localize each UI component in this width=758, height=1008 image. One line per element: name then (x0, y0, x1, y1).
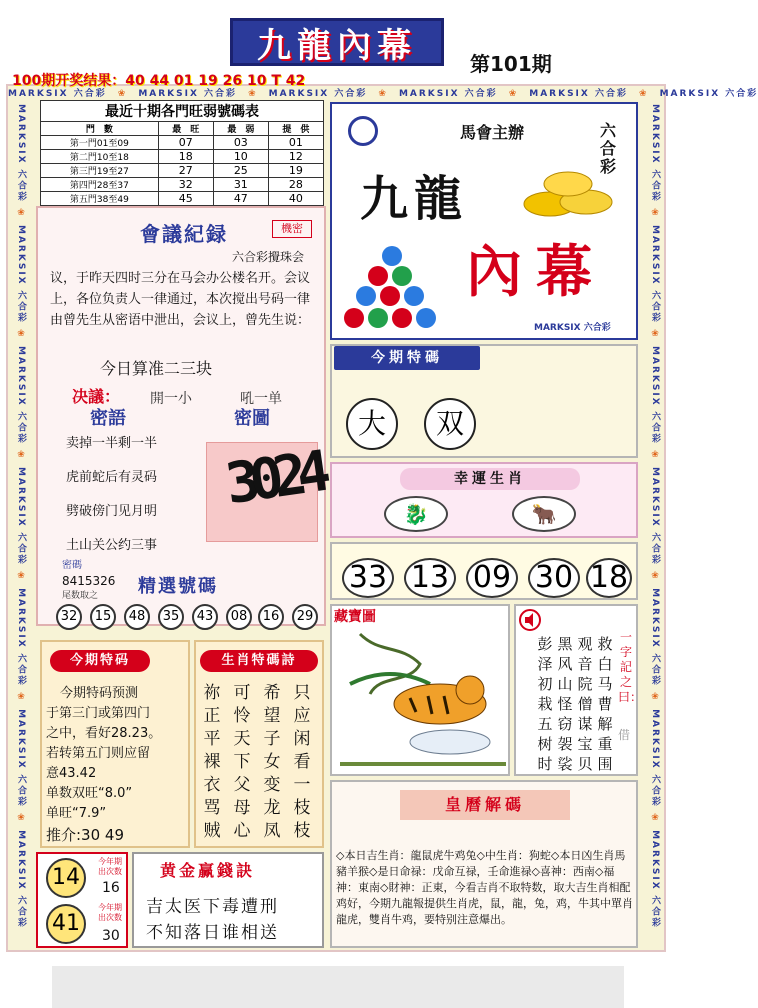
table-caption: 最近十期各門旺弱號碼表 (41, 101, 324, 122)
dragon-icon: 🐉 (384, 496, 448, 532)
table-cell: 第四門28至37 (41, 178, 159, 192)
count-year-label-top: 今年期 (98, 857, 122, 866)
special-code-head: 今期特碼 (334, 346, 480, 370)
ox-icon: 🐂 (512, 496, 576, 532)
poster-title-inside: 內幕 (466, 239, 606, 305)
phrase-2: 虎前蛇后有灵码 (66, 470, 158, 485)
table-cell: 第五門38至49 (41, 192, 159, 206)
gold-ingots-icon (520, 164, 616, 224)
secret-language-label: 密語 (90, 408, 126, 429)
meeting-title: 會議紀録 (140, 222, 228, 246)
poem-column: 只应闲看一枝枝 (293, 683, 311, 841)
almanac-head: 皇曆解碼 (400, 790, 570, 820)
code-value: 8415326 (62, 574, 116, 588)
meeting-body: 议，于昨天四时三分在马会办公楼名开。会议上，各位负责人一律通过，本次搅出号码一律由曾先生从密语中泄出，会议上，曾先生说： (50, 271, 311, 328)
special-pick: 大 (346, 398, 398, 450)
count-number-bottom: 41 (46, 904, 86, 944)
table-cell: 27 (158, 164, 213, 178)
phrase-1: 卖掉一半剩一半 (66, 436, 158, 451)
table-cell: 18 (158, 150, 213, 164)
forecast-recommend: 推介:30 49 (46, 826, 124, 844)
pick-number: 32 (56, 604, 82, 630)
count-label-bottom: 出次数 (98, 913, 122, 922)
pick-number: 15 (90, 604, 116, 630)
table-header: 門 數 (41, 122, 159, 136)
treasure-map-head: 藏寶圖 (334, 609, 376, 625)
footer-bar (52, 966, 624, 1008)
speaker-icon (518, 608, 542, 632)
jockey-club-logo-icon (348, 116, 378, 146)
special-forecast-head: 今期特码 (50, 650, 150, 672)
table-cell: 40 (268, 192, 323, 206)
issue-number: 第101期 (470, 52, 552, 76)
roar-single-text: 吼一单 (240, 391, 282, 407)
table-cell: 10 (213, 150, 268, 164)
count-number-top: 14 (46, 858, 86, 898)
pick-number: 35 (158, 604, 184, 630)
secret-picture-label: 密圖 (234, 408, 270, 429)
hot-weak-table (40, 100, 324, 206)
lottery-balls-icon (340, 240, 444, 332)
marksix-strip-top: MARKSIX 六合彩 ❀ MARKSIX 六合彩 ❀ MARKSIX 六合彩 ❀ MARKSIX 六合彩 ❀ MARKSIX 六合彩 ❀ MARKSIX 六合彩 (8, 89, 758, 99)
code-note: 尾数取之 (62, 591, 99, 601)
big-number: 18 (586, 558, 632, 598)
table-cell: 01 (268, 136, 323, 150)
table-cell: 第二門10至18 (41, 150, 159, 164)
one-word-hint: 借 (618, 728, 631, 742)
word-column: 黑风山怪窃袈裟 (557, 635, 573, 773)
poem-column: 祢正平裸衣骂贼 (203, 683, 221, 841)
poster-marksix: MARKSIX 六合彩 (534, 323, 611, 333)
table-cell: 第三門19至27 (41, 164, 159, 178)
count-value-top: 16 (102, 880, 120, 896)
marksix-strip-right: MARKSIX 六合彩 ❀ MARKSIX 六合彩 ❀ MARKSIX 六合彩 ❀ MARKSIX 六合彩 ❀ MARKSIX 六合彩 ❀ MARKSIX 六合彩 ❀ MARKSIX 六合彩 (650, 104, 660, 929)
open-small-text: 開一小 (150, 391, 192, 407)
table-cell: 12 (268, 150, 323, 164)
big-number: 13 (404, 558, 456, 598)
forecast-line: 单旺“7.9” (46, 806, 107, 821)
table-row (41, 136, 324, 150)
table-header: 最 旺 (158, 122, 213, 136)
big-number: 33 (342, 558, 394, 598)
word-column: 彭泽初栽五树时 (537, 635, 553, 773)
golden-formula-line: 吉太医下毒遭刑 (146, 897, 279, 917)
table-cell: 32 (158, 178, 213, 192)
poster-title-nine-dragons: 九龍 (360, 171, 469, 227)
forecast-line: 于第三门或第四门 (46, 706, 151, 721)
special-pick: 双 (424, 398, 476, 450)
golden-formula-title: 黄金赢錢訣 (160, 861, 256, 880)
last-result: 100期开奖结果：40 44 01 19 26 10 T 42 (12, 73, 306, 89)
table-cell: 03 (213, 136, 268, 150)
code-label: 密碼 (62, 560, 82, 571)
table-cell: 28 (268, 178, 323, 192)
word-column: 救白马曹解重围 (597, 635, 613, 773)
pick-number: 29 (292, 604, 318, 630)
handwritten-scrawl: 3024 (221, 439, 325, 518)
table-row (41, 192, 324, 206)
pick-number: 43 (192, 604, 218, 630)
zodiac-poem-head: 生肖特碼詩 (200, 650, 318, 672)
phrase-3: 劈破傍门见月明 (66, 504, 158, 519)
association-name: 六合彩攪珠会 (232, 250, 305, 264)
secret-tag: 機密 (272, 220, 312, 238)
lucky-zodiac-head: 幸運生肖 (400, 468, 580, 490)
count-value-bottom: 30 (102, 928, 120, 944)
today-calc: 今日算准二三块 (100, 359, 213, 378)
poem-column: 希望子女变龙凤 (263, 683, 281, 841)
poem-column: 可怜天下父母心 (233, 683, 251, 841)
table-cell: 45 (158, 192, 213, 206)
marksix-strip-left: MARKSIX 六合彩 ❀ MARKSIX 六合彩 ❀ MARKSIX 六合彩 ❀ MARKSIX 六合彩 ❀ MARKSIX 六合彩 ❀ MARKSIX 六合彩 ❀ MARKSIX 六合彩 (16, 104, 26, 929)
forecast-line: 单数双旺“8.0” (46, 786, 133, 801)
table-cell: 31 (213, 178, 268, 192)
decision-label: 决議： (72, 387, 121, 406)
poster-lotto: 六合彩 (600, 121, 617, 176)
pick-number: 16 (258, 604, 284, 630)
count-label-top: 出次数 (98, 867, 122, 876)
tiger-illustration-icon (340, 624, 506, 772)
brand-text: 九龍內幕 (257, 25, 417, 66)
table-cell: 07 (158, 136, 213, 150)
forecast-line: 若转第五门则应留 (46, 746, 151, 761)
phrase-4: 土山关公约三事 (66, 538, 158, 553)
one-word-label: 一字記之曰： (618, 630, 643, 704)
word-column: 观音院僧谋宝贝 (577, 635, 593, 773)
table-cell: 第一門01至09 (41, 136, 159, 150)
table-header: 提 供 (268, 122, 323, 136)
forecast-line: 意43.42 (46, 766, 97, 781)
pick-number: 48 (124, 604, 150, 630)
table-cell: 47 (213, 192, 268, 206)
table-cell: 25 (213, 164, 268, 178)
forecast-line: 今期特码预测 (60, 686, 139, 701)
table-cell: 19 (268, 164, 323, 178)
forecast-line: 之中，看好28.23。 (46, 726, 162, 741)
table-row (41, 178, 324, 192)
selected-numbers-title: 精選號碼 (138, 576, 218, 597)
big-number: 30 (528, 558, 580, 598)
poster-host: 馬會主辦 (460, 123, 525, 142)
big-number: 09 (466, 558, 518, 598)
count-year-label-bottom: 今年期 (98, 903, 122, 912)
almanac-text: ◇本日吉生肖：龍鼠虎牛鸡兔◇中生肖：狗蛇◇本日凶生肖馬豬羊猴◇是日命禄：戊命互禄，壬命進禄◇喜神：西南◇福神：東南◇財神：正東，今看吉肖不取特数，取大吉生肖相配鸡好，今期九龍報提供生肖虎，鼠，龍，兔，鸡，牛其中單肖龍虎，雙肖牛鸡，要特别注意爆出。 (336, 849, 633, 926)
table-row (41, 150, 324, 164)
pick-number: 08 (226, 604, 252, 630)
table-header: 最 弱 (213, 122, 268, 136)
golden-formula-line: 不知落日谁相送 (146, 923, 279, 943)
brand-title (230, 18, 444, 66)
table-row (41, 164, 324, 178)
